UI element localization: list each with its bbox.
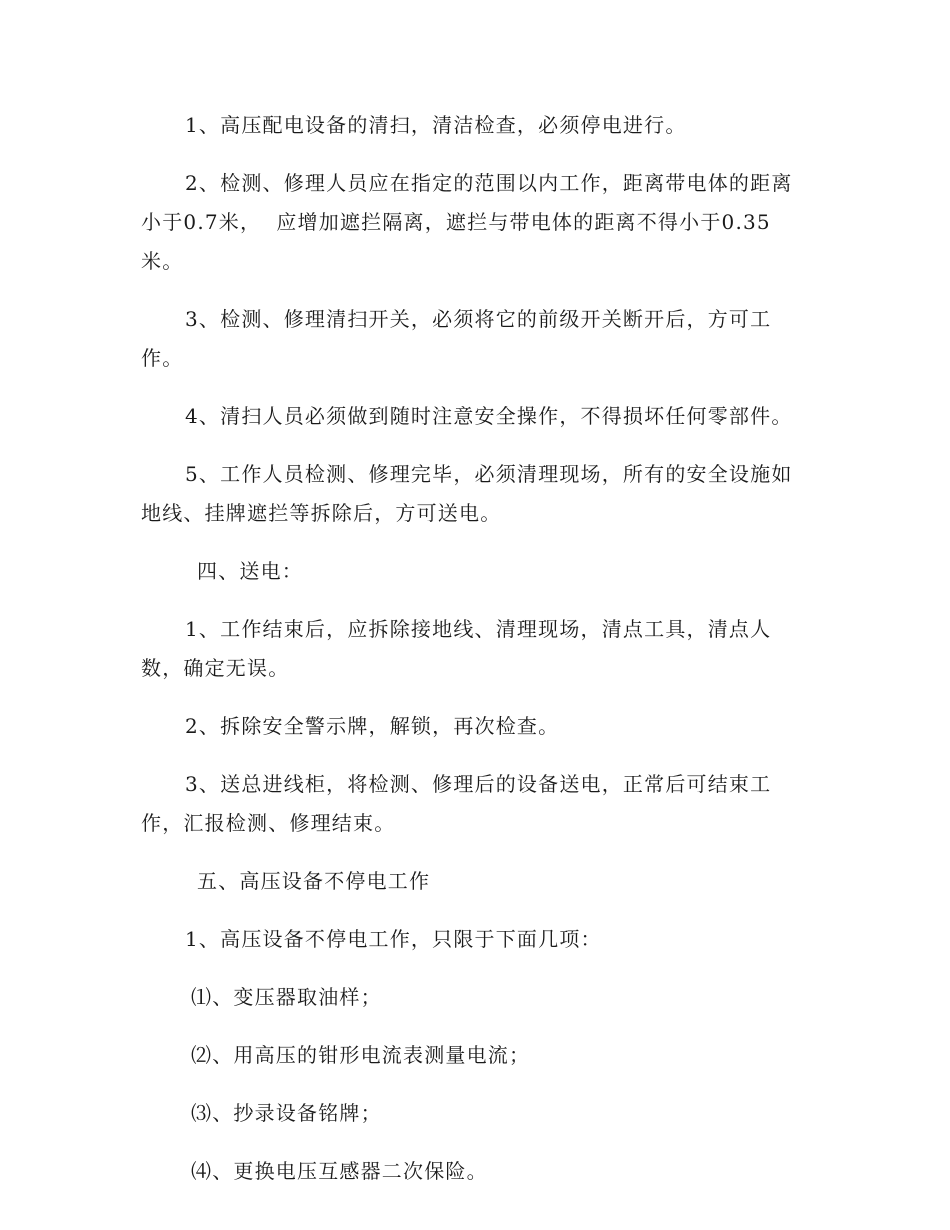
paragraph-item-5: 5、工作人员检测、修理完毕，必须清理现场，所有的安全设施如地线、挂牌遮拦等拆除后，方可送电。 bbox=[141, 462, 793, 525]
paragraph-power-on-3: 3、送总进线柜，将检测、修理后的设备送电，正常后可结束工作，汇报检测、修理结束。 bbox=[141, 772, 772, 835]
paragraph-item-1: 1、高压配电设备的清扫，清洁检查，必须停电进行。 bbox=[185, 113, 687, 137]
paragraph-power-on-1: 1、工作结束后，应拆除接地线、清理现场，清点工具，清点人数，确定无误。 bbox=[141, 617, 772, 680]
sub-item-3: ⑶、抄录设备铭牌； bbox=[191, 1101, 382, 1125]
document-page bbox=[141, 106, 809, 1210]
sub-item-1: ⑴、变压器取油样； bbox=[191, 985, 382, 1009]
paragraph-live-work-1: 1、高压设备不停电工作，只限于下面几项： bbox=[185, 927, 602, 951]
paragraph-power-on-2: 2、拆除安全警示牌，解锁，再次检查。 bbox=[185, 714, 560, 738]
section-heading-power-on: 四、送电： bbox=[197, 559, 303, 583]
section-heading-live-work: 五、高压设备不停电工作 bbox=[197, 869, 431, 893]
paragraph-item-2: 2、检测、修理人员应在指定的范围以内工作，距离带电体的距离小于0.7米， 应增加遮拦隔离，遮拦与带电体的距离不得小于0.35米。 bbox=[141, 171, 793, 273]
sub-item-4: ⑷、更换电压互感器二次保险。 bbox=[191, 1159, 488, 1183]
paragraph-item-3: 3、检测、修理清扫开关，必须将它的前级开关断开后，方可工作。 bbox=[141, 307, 772, 370]
paragraph-item-4: 4、清扫人员必须做到随时注意安全操作，不得损坏任何零部件。 bbox=[185, 404, 793, 428]
sub-item-2: ⑵、用高压的钳形电流表测量电流； bbox=[191, 1043, 531, 1067]
